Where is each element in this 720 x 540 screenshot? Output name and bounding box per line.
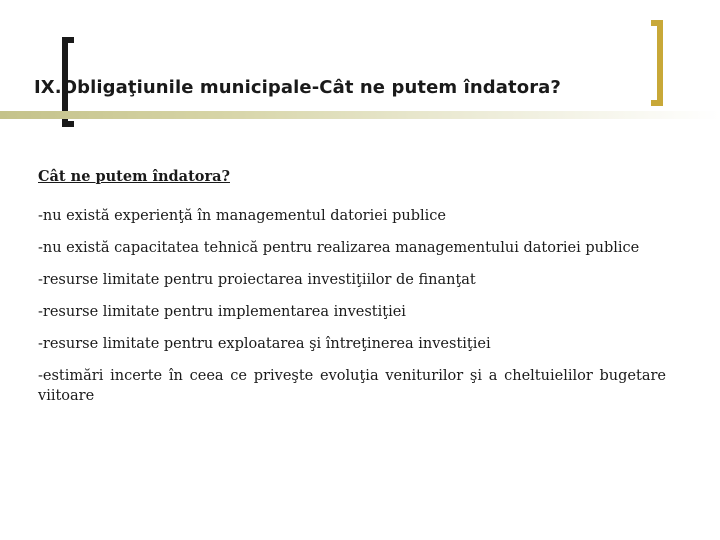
slide-title: IX.Obligaţiunile municipale-Cât ne putem îndatora? (34, 77, 561, 98)
list-item: -resurse limitate pentru implementarea investiţiei (38, 304, 406, 320)
list-item: -estimări incerte în ceea ce priveşte evoluţia veniturilor şi a cheltuielilor bugetare viitoare (38, 368, 666, 404)
list-item: -resurse limitate pentru exploatarea şi întreţinerea investiţiei (38, 336, 491, 352)
title-underline-band (0, 111, 720, 119)
list-item: -resurse limitate pentru proiectarea investiţiilor de finanţat (38, 272, 476, 288)
list-item: -nu există experienţă în managementul datoriei publice (38, 208, 446, 224)
content-subheading: Cât ne putem îndatora? (38, 168, 230, 185)
slide-content (38, 167, 666, 406)
right-bracket-decoration (651, 20, 663, 106)
list-item: -nu există capacitatea tehnică pentru realizarea managementului datoriei publice (38, 240, 640, 256)
